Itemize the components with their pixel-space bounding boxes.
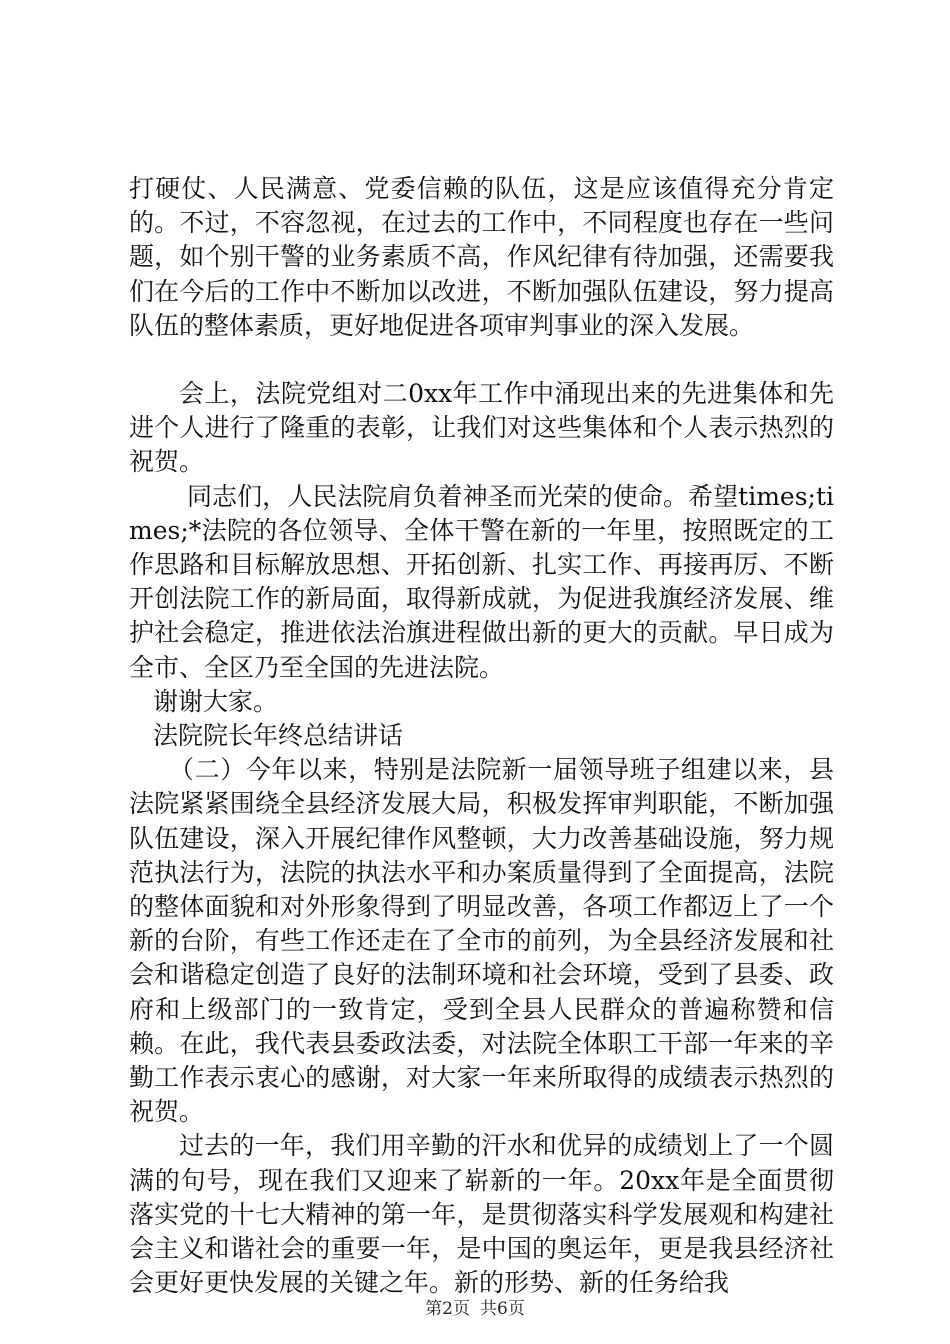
paragraph-commendation: 会上，法院党组对二0xx年工作中涌现出来的先进集体和先进个人进行了隆重的表彰，让我们对这些集体和个人表示热烈的祝贺。	[129, 379, 834, 477]
paragraph-past-year: 过去的一年，我们用辛勤的汗水和优异的成绩划上了一个圆满的句号，现在我们又迎来了崭新的一年。20xx年是全面贯彻落实党的十七大精神的第一年，是贯彻落实科学发展观和构建社会主义和谐社会的重要一年，是中国的奥运年，更是我县经济社会更好更快发展的关键之年。新的形势、新的任务给我	[129, 1131, 834, 1298]
page-number-current: 第2页	[425, 1299, 470, 1319]
document-body	[129, 172, 834, 1301]
paragraph-continuation: 打硬仗、人民满意、党委信赖的队伍，这是应该值得充分肯定的。不过，不容忽视，在过去的工作中，不同程度也存在一些问题，如个别干警的业务素质不高，作风纪律有待加强，还需要我们在今后的工作中不断加以改进，不断加强队伍建设，努力提高队伍的整体素质，更好地促进各项审判事业的深入发展。	[129, 174, 834, 340]
paragraph-thanks: 谢谢大家。	[153, 686, 279, 716]
section-title: 法院院长年终总结讲话	[153, 721, 404, 751]
page-number-total: 共6页	[480, 1299, 525, 1319]
paragraph-section-two: （二）今年以来，特别是法院新一届领导班子组建以来，县法院紧紧围绕全县经济发展大局，积极发挥审判职能，不断加强队伍建设，深入开展纪律作风整顿，大力改善基础设施，努力规范执法行为，法院的执法水平和办案质量得到了全面提高，法院的整体面貌和对外形象得到了明显改善，各项工作都迈上了一个新的台阶，有些工作还走在了全市的前列，为全县经济发展和社会和谐稳定创造了良好的法制环境和社会环境，受到了县委、政府和上级部门的一致肯定，受到全县人民群众的普遍称赞和信赖。在此，我代表县委政法委，对法院全体职工干部一年来的辛勤工作表示衷心的感谢，对大家一年来所取得的成绩表示热烈的祝贺。	[129, 755, 834, 1127]
paragraph-comrades: 同志们，人民法院肩负着神圣而光荣的使命。希望times;times;*法院的各位领导、全体干警在新的一年里，按照既定的工作思路和目标解放思想、开拓创新、扎实工作、再接再厉、不断开创法院工作的新局面，取得新成就，为促进我旗经济发展、维护社会稳定，推进依法治旗进程做出新的更大的贡献。早日成为全市、全区乃至全国的先进法院。	[129, 481, 834, 682]
page-footer	[0, 1298, 950, 1320]
paragraph-gap	[129, 343, 834, 377]
